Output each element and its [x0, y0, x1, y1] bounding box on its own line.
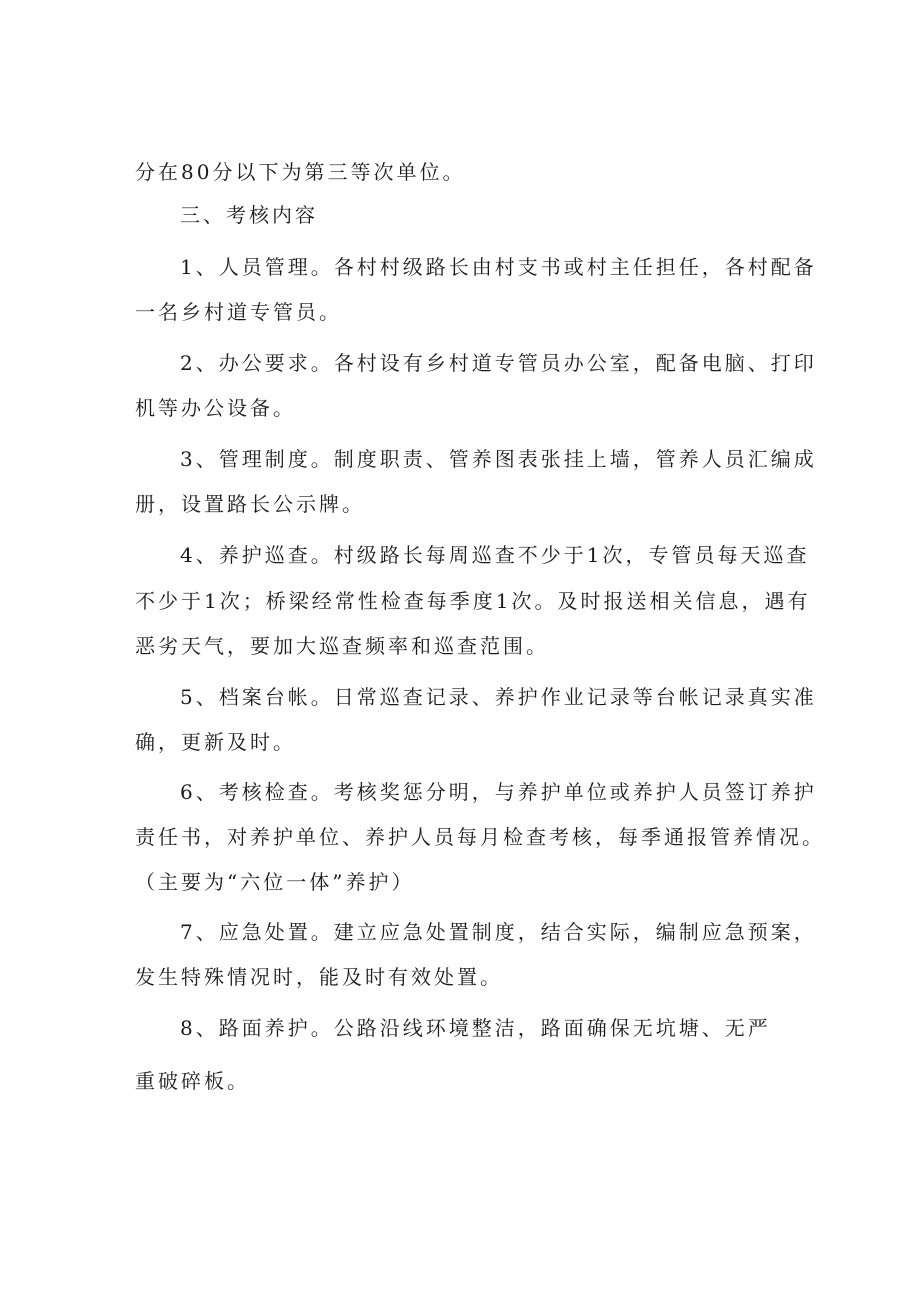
item-6-line-2: 责任书，对养护单位、养护人员每月检查考核，每季通报管养情况。 [135, 825, 825, 849]
item-2-line-2: 机等办公设备。 [135, 396, 296, 420]
item-5-line-2: 确，更新及时。 [135, 730, 296, 754]
item-7-line-2: 发生特殊情况时，能及时有效处置。 [135, 965, 503, 989]
item-7-line-1: 7、应急处置。建立应急处置制度，结合实际，编制应急预案， [180, 920, 817, 944]
item-1-line-2: 一名乡村道专管员。 [135, 300, 342, 324]
section-heading: 三、考核内容 [180, 203, 318, 227]
item-6-line-3: （主要为“六位一体”养护） [135, 870, 415, 894]
item-2-line-1: 2、办公要求。各村设有乡村道专管员办公室，配备电脑、打印 [180, 351, 817, 375]
item-4-line-2: 不少于1次；桥梁经常性检查每季度1次。及时报送相关信息，遇有 [135, 589, 811, 613]
item-1-line-1: 1、人员管理。各村村级路长由村支书或村主任担任，各村配备 [180, 255, 817, 279]
item-5-line-1: 5、档案台帐。日常巡查记录、养护作业记录等台帐记录真实准 [180, 685, 817, 709]
item-4-line-3: 恶劣天气，要加大巡查频率和巡查范围。 [135, 634, 549, 658]
item-3-line-1: 3、管理制度。制度职责、管养图表张挂上墙，管养人员汇编成 [180, 447, 817, 471]
item-8-line-2: 重破碎板。 [135, 1069, 250, 1093]
item-8-line-1: 8、路面养护。公路沿线环境整洁，路面确保无坑塘、无严 [180, 1016, 771, 1040]
item-3-line-2: 册，设置路长公示牌。 [135, 492, 365, 516]
item-4-line-1: 4、养护巡查。村级路长每周巡查不少于1次，专管员每天巡查 [180, 543, 810, 567]
text-line-1: 分在80分以下为第三等次单位。 [135, 160, 466, 184]
item-6-line-1: 6、考核检查。考核奖惩分明，与养护单位或养护人员签订养护 [180, 780, 817, 804]
